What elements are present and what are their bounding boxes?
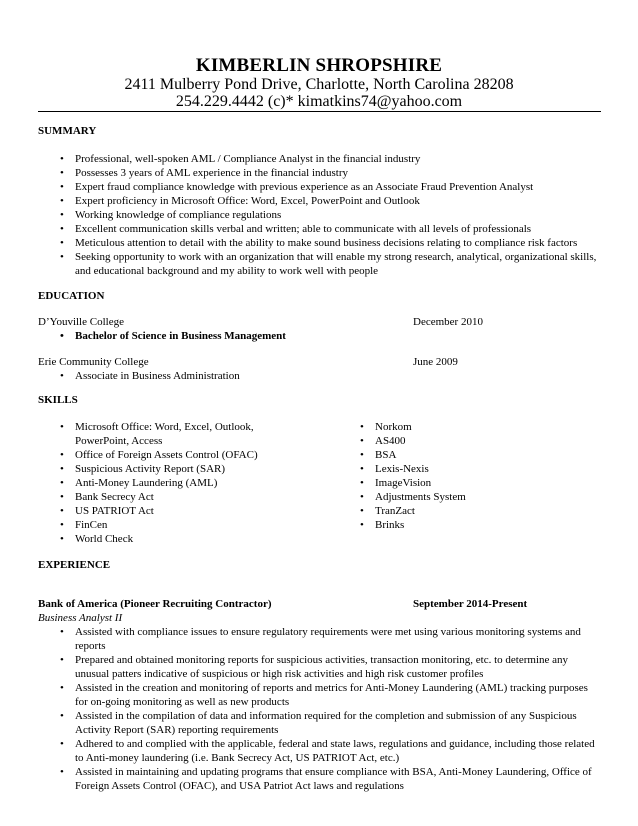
list-item: [60, 448, 258, 462]
list-item-text: US PATRIOT Act: [75, 505, 154, 517]
list-item-text: Assisted in the creation and monitoring of reports and metrics for Anti-Money Laundering (AML) tracking purposes: [75, 682, 588, 694]
candidate-contact: 254.229.4442 (c)* kimatkins74@yahoo.com: [175, 93, 463, 110]
education-school: D’Youville College: [38, 316, 124, 328]
list-item: [60, 369, 240, 383]
list-item: [360, 490, 466, 504]
list-item-text: FinCen: [75, 519, 108, 531]
bullet-icon: •: [360, 519, 364, 531]
list-item-text: Norkom: [375, 421, 412, 433]
list-item: [60, 518, 258, 532]
list-item: [60, 250, 597, 278]
bullet-icon: •: [60, 710, 64, 722]
bullet-icon: •: [60, 181, 64, 193]
bullet-icon: •: [360, 463, 364, 475]
list-item-text: Professional, well-spoken AML / Compliance Analyst in the financial industry: [75, 153, 421, 165]
list-item: [60, 222, 596, 236]
list-item-text: BSA: [375, 449, 397, 461]
bullet-icon: •: [60, 654, 64, 666]
bullet-icon: •: [60, 463, 64, 475]
list-item-text: PowerPoint, Access: [75, 435, 163, 447]
bullet-icon: •: [60, 682, 64, 694]
education-school: Erie Community College: [38, 356, 149, 368]
summary-list: [60, 152, 597, 278]
bullet-icon: •: [60, 491, 64, 503]
bullet-icon: •: [60, 533, 64, 545]
bullet-icon: •: [60, 477, 64, 489]
bullet-icon: •: [360, 435, 364, 447]
list-item: [360, 434, 466, 448]
bullet-icon: •: [60, 626, 64, 638]
list-item-text: Suspicious Activity Report (SAR): [75, 463, 226, 475]
job-date: September 2014-Present: [413, 598, 528, 610]
list-item-text: for on-going monitoring as well as new products: [75, 696, 290, 708]
list-item: [60, 194, 596, 208]
candidate-name: KIMBERLIN SHROPSHIRE: [195, 55, 443, 76]
list-item: [360, 448, 466, 462]
list-item: [60, 490, 258, 504]
list-item: [360, 462, 466, 476]
list-item: [60, 625, 595, 653]
list-item-text: Assisted with compliance issues to ensure regulatory requirements were met using various monitoring systems and: [75, 626, 581, 638]
list-item: [60, 208, 596, 222]
skills-list-left: [60, 420, 258, 546]
list-item: [60, 653, 595, 681]
list-item-text: Lexis-Nexis: [375, 463, 429, 475]
list-item: [60, 476, 258, 490]
list-item-text: Activity Report (SAR) reporting requirements: [75, 724, 279, 736]
job-role: Business Analyst II: [38, 612, 123, 624]
list-item: [60, 152, 596, 166]
experience-heading: EXPERIENCE: [38, 559, 111, 571]
job-employer: Bank of America (Pioneer Recruiting Contractor): [38, 598, 272, 610]
bullet-icon: •: [60, 449, 64, 461]
list-item-text: Seeking opportunity to work with an organization that will enable my strong research, analytical, organizational skills,: [75, 251, 597, 263]
skills-heading: SKILLS: [38, 394, 78, 406]
list-item-text: Microsoft Office: Word, Excel, Outlook,: [75, 421, 254, 433]
list-item-text: Meticulous attention to detail with the ability to make sound business decisions relating to compliance risk factors: [75, 237, 578, 249]
bullet-icon: •: [60, 195, 64, 207]
list-item-text: Prepared and obtained monitoring reports for suspicious activities, transaction monitoring, etc. to determine any: [75, 654, 569, 666]
education-degree-list: [60, 329, 286, 343]
list-item: [360, 518, 466, 532]
list-item: [60, 329, 286, 343]
list-item: [60, 765, 595, 793]
list-item: [60, 180, 596, 194]
list-item-text: Brinks: [375, 519, 405, 531]
list-item: [360, 420, 466, 434]
education-date: December 2010: [413, 316, 483, 328]
bullet-icon: •: [60, 237, 64, 249]
list-item-text: Bank Secrecy Act: [75, 491, 154, 503]
list-item-text: Assisted in the compilation of data and information required for the completion and submission of any Suspicious: [75, 710, 577, 722]
bullet-icon: •: [60, 153, 64, 165]
list-item: [60, 737, 595, 765]
list-item-text: and educational background and my ability to work well with people: [75, 265, 379, 277]
header-divider: [38, 111, 601, 112]
education-date: June 2009: [413, 356, 458, 368]
list-item-text: Working knowledge of compliance regulations: [75, 209, 282, 221]
education-degree: Bachelor of Science in Business Management: [75, 330, 286, 342]
list-item-text: Expert fraud compliance knowledge with previous experience as an Associate Fraud Prevention Analyst: [75, 181, 534, 193]
list-item: [60, 420, 258, 448]
bullet-icon: •: [360, 449, 364, 461]
bullet-icon: •: [60, 167, 64, 179]
bullet-icon: •: [60, 209, 64, 221]
skills-list-right: [360, 420, 466, 532]
list-item-text: reports: [75, 640, 106, 652]
list-item-text: ImageVision: [375, 477, 432, 489]
list-item: [60, 532, 258, 546]
list-item: [360, 476, 466, 490]
education-degree: Associate in Business Administration: [75, 370, 240, 382]
bullet-icon: •: [60, 766, 64, 778]
list-item: [60, 166, 596, 180]
list-item: [60, 462, 258, 476]
list-item-text: unusual patters indicative of suspicious or high risk activities and high risk customer profiles: [75, 668, 484, 680]
list-item: [60, 681, 595, 709]
list-item-text: Foreign Assets Control (OFAC), and USA Patriot Act laws and regulations: [75, 780, 404, 792]
bullet-icon: •: [360, 477, 364, 489]
list-item-text: AS400: [375, 435, 406, 447]
bullet-icon: •: [60, 421, 64, 433]
list-item: [360, 504, 466, 518]
list-item: [60, 504, 258, 518]
education-degree-list: [60, 369, 240, 383]
list-item-text: Excellent communication skills verbal and written; able to communicate with all levels of professionals: [75, 223, 532, 235]
list-item-text: Office of Foreign Assets Control (OFAC): [75, 449, 258, 461]
list-item-text: TranZact: [375, 505, 415, 517]
bullet-icon: •: [60, 519, 64, 531]
candidate-address: 2411 Mulberry Pond Drive, Charlotte, North Carolina 28208: [124, 76, 514, 93]
list-item-text: Adhered to and complied with the applicable, federal and state laws, regulations and guidance, including those related: [75, 738, 595, 750]
list-item: [60, 709, 595, 737]
bullet-icon: •: [360, 505, 364, 517]
list-item: [60, 236, 596, 250]
list-item-text: Anti-Money Laundering (AML): [75, 477, 218, 489]
list-item-text: Assisted in maintaining and updating programs that ensure compliance with BSA, Anti-Money Laundering, Office of: [75, 766, 592, 778]
education-heading: EDUCATION: [38, 290, 105, 302]
bullet-icon: •: [60, 370, 64, 382]
job-duties-list: [60, 625, 595, 793]
bullet-icon: •: [60, 251, 64, 263]
list-item-text: Possesses 3 years of AML experience in the financial industry: [75, 167, 348, 179]
summary-heading: SUMMARY: [38, 125, 97, 137]
list-item-text: Adjustments System: [375, 491, 466, 503]
bullet-icon: •: [60, 223, 64, 235]
bullet-icon: •: [60, 738, 64, 750]
bullet-icon: •: [60, 505, 64, 517]
bullet-icon: •: [60, 330, 64, 342]
bullet-icon: •: [360, 421, 364, 433]
list-item-text: Expert proficiency in Microsoft Office: Word, Excel, PowerPoint and Outlook: [75, 195, 420, 207]
list-item-text: World Check: [75, 533, 134, 545]
bullet-icon: •: [360, 491, 364, 503]
list-item-text: to Anti-money laundering (i.e. Bank Secrecy Act, US PATRIOT Act, etc.): [75, 752, 400, 764]
